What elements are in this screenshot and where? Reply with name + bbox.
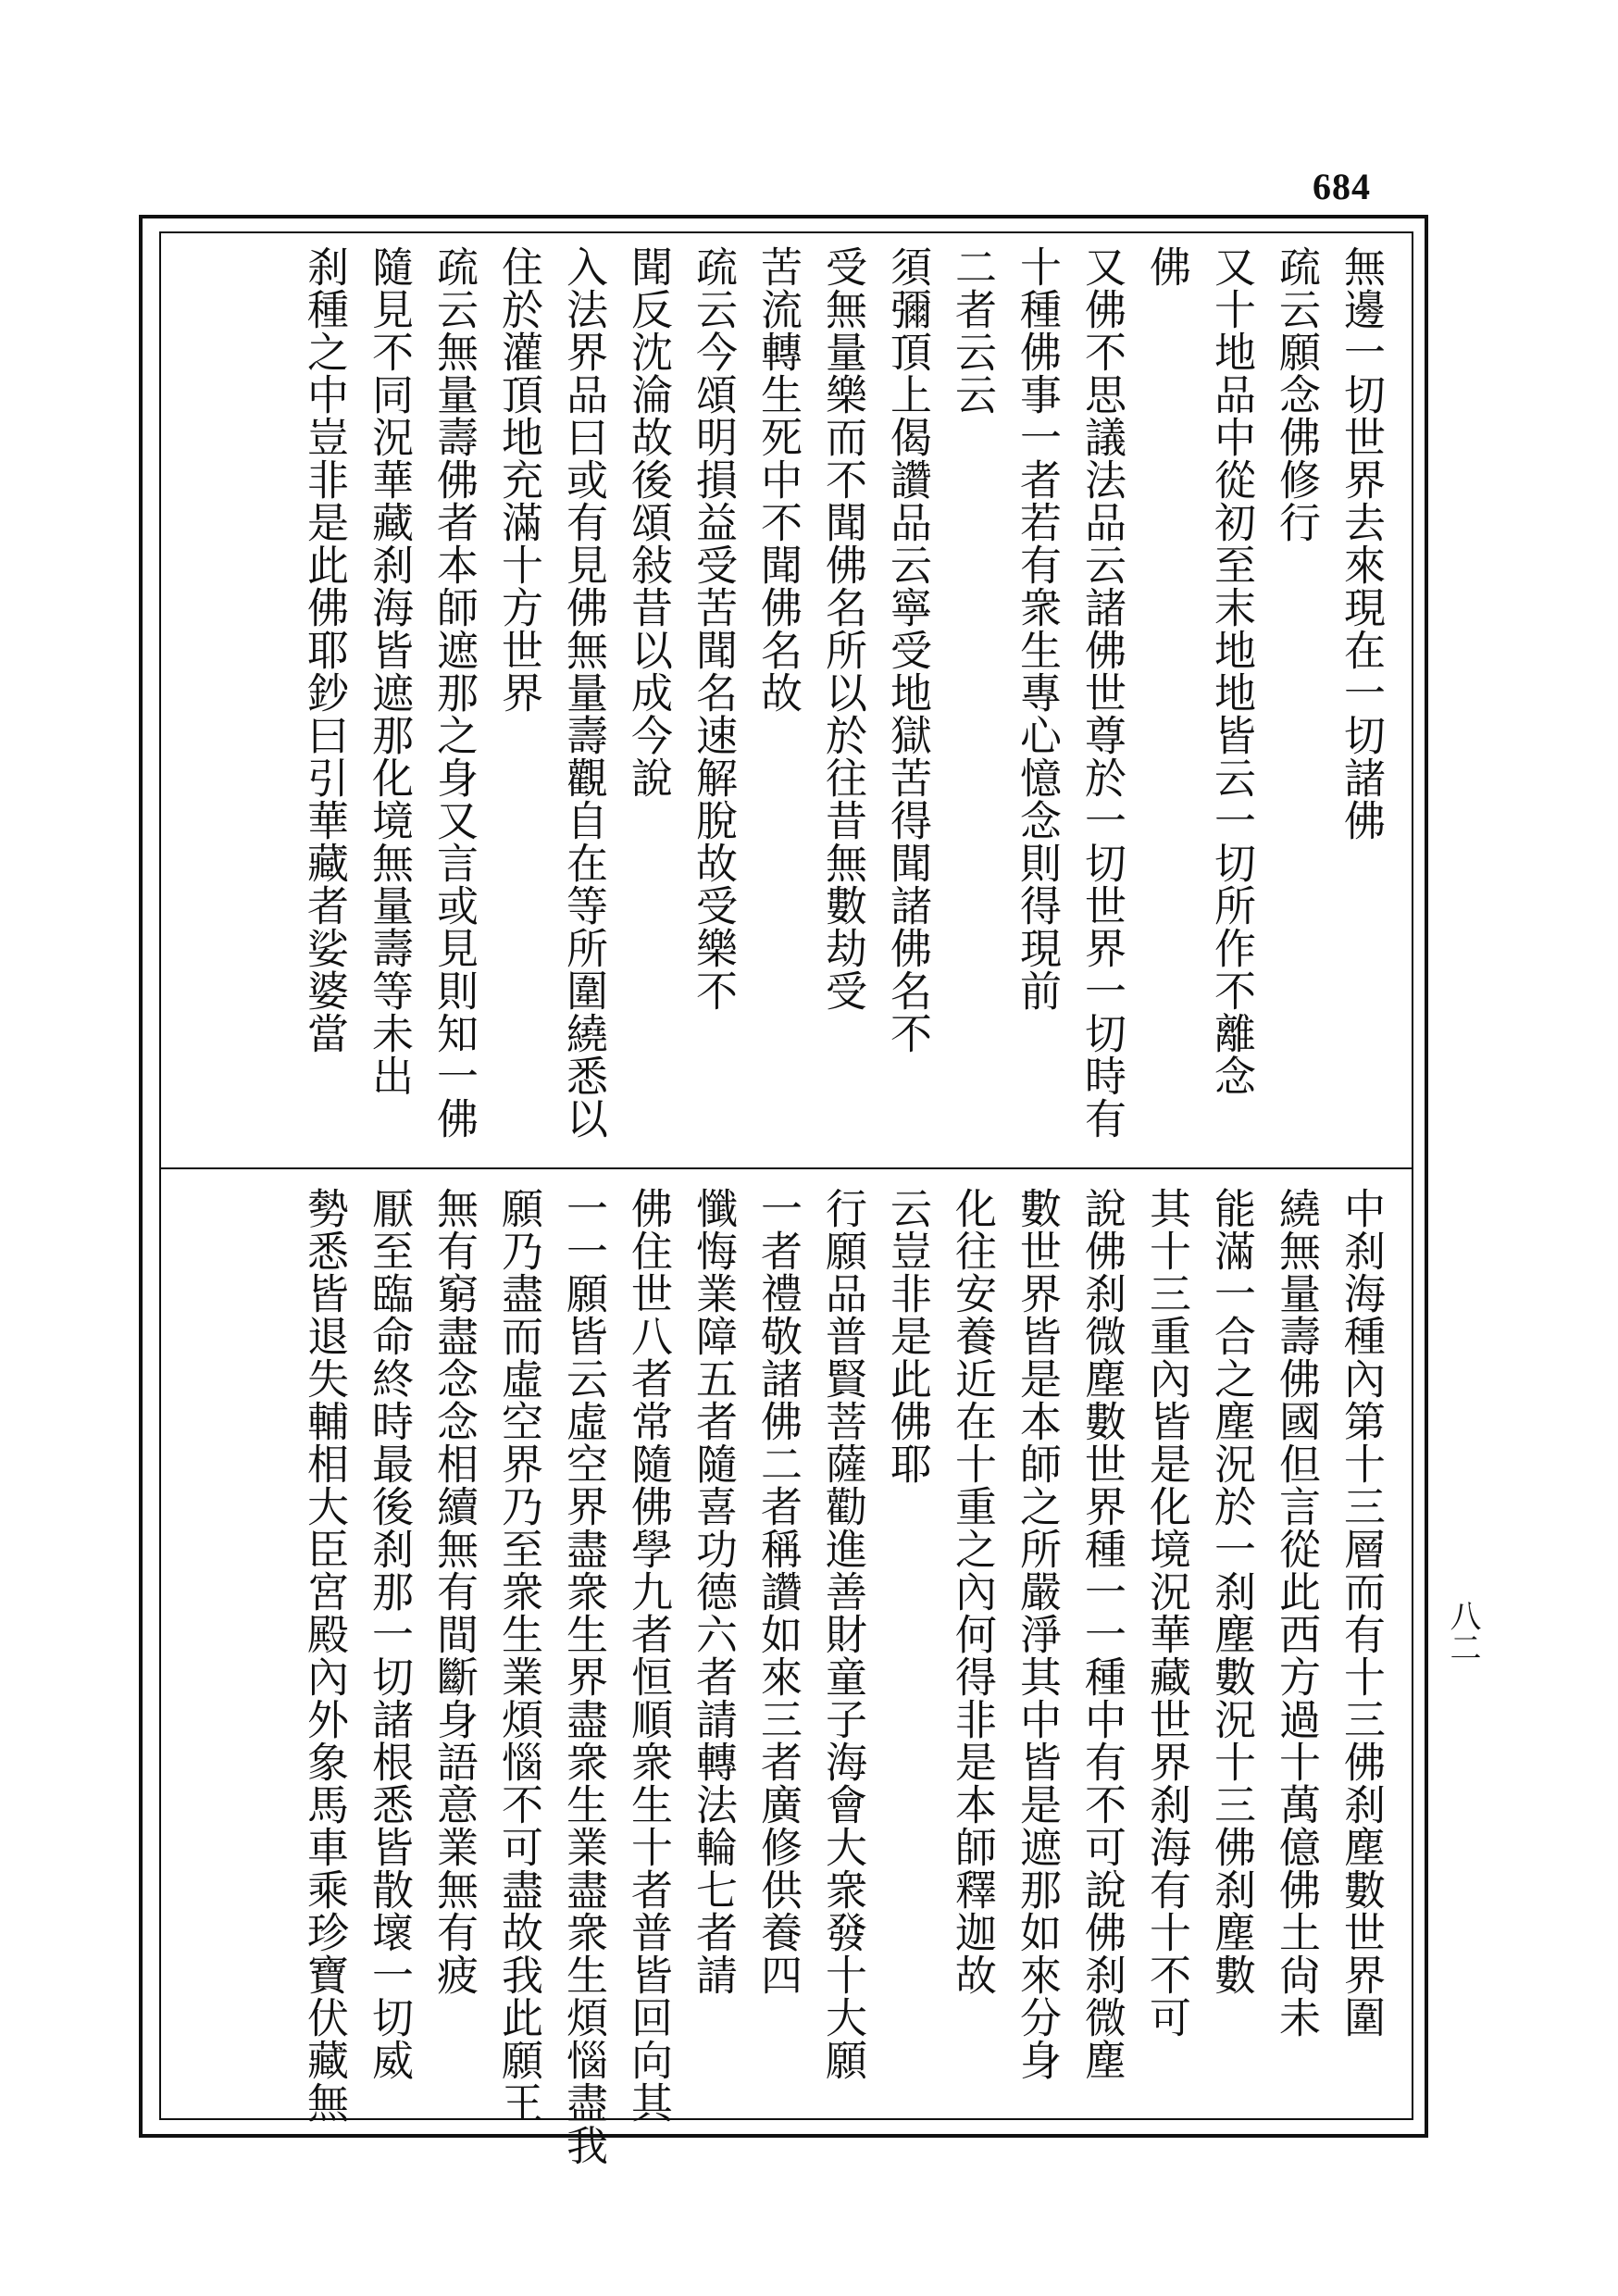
text-column: 化往安養近在十重之內何得非是本師釋迦故 — [948, 1187, 997, 1996]
text-column: 數世界皆是本師之所嚴淨其中皆是遮那如來分身 — [1013, 1187, 1062, 2081]
text-column: 一一願皆云虛空界盡衆生界盡衆生業盡衆生煩惱盡我 — [559, 1187, 608, 2166]
text-column: 入法界品曰或有見佛無量壽觀自在等所圍繞悉以 — [559, 245, 608, 1140]
side-page-number: 八二 — [1444, 1600, 1481, 1663]
text-column: 佛 — [1142, 245, 1191, 288]
text-column: 厭至臨命終時最後刹那一切諸根悉皆散壞一切威 — [365, 1187, 414, 2081]
text-column: 二者云云 — [948, 245, 997, 416]
text-column: 行願品普賢菩薩勸進善財童子海會大衆發十大願 — [818, 1187, 867, 2081]
section-divider — [159, 1167, 1413, 1169]
text-column: 苦流轉生死中不聞佛名故 — [753, 245, 803, 714]
text-column: 說佛刹微塵數世界種一一種中有不可說佛刹微塵 — [1077, 1187, 1126, 2081]
text-column: 無邊一切世界去來現在一切諸佛 — [1337, 245, 1386, 842]
page-number: 684 — [1313, 166, 1371, 207]
text-column: 能滿一合之塵況於一刹塵數況十三佛刹塵數 — [1207, 1187, 1256, 1996]
text-column: 云豈非是此佛耶 — [883, 1187, 932, 1485]
text-column: 無有窮盡念念相續無有間斷身語意業無有疲 — [429, 1187, 479, 1996]
text-column: 勢悉皆退失輔相大臣宮殿內外象馬車乘珍寶伏藏無 — [300, 1187, 349, 2124]
text-column: 疏云無量壽佛者本師遮那之身又言或見則知一佛 — [429, 245, 479, 1140]
text-column: 又十地品中從初至末地地皆云一切所作不離念 — [1207, 245, 1256, 1097]
text-column: 隨見不同況華藏刹海皆遮那化境無量壽等未出 — [365, 245, 414, 1097]
text-column: 受無量樂而不聞佛名所以於往昔無數劫受 — [818, 245, 867, 1012]
text-column: 疏云今頌明損益受苦聞名速解脫故受樂不 — [689, 245, 738, 1012]
text-column: 疏云願念佛修行 — [1272, 245, 1321, 543]
text-column: 又佛不思議法品云諸佛世尊於一切世界一切時有 — [1077, 245, 1126, 1140]
text-column: 刹種之中豈非是此佛耶鈔曰引華藏者娑婆當 — [300, 245, 349, 1054]
text-column: 住於灌頂地充滿十方世界 — [494, 245, 543, 714]
text-column: 其十三重內皆是化境況華藏世界刹海有十不可 — [1142, 1187, 1191, 2039]
text-column: 十種佛事一者若有衆生專心憶念則得現前 — [1013, 245, 1062, 1012]
text-column: 願乃盡而虛空界乃至衆生業煩惱不可盡故我此願王 — [494, 1187, 543, 2124]
text-column: 須彌頂上偈讚品云寧受地獄苦得聞諸佛名不 — [883, 245, 932, 1054]
text-column: 懺悔業障五者隨喜功德六者請轉法輪七者請 — [689, 1187, 738, 1996]
text-column: 一者禮敬諸佛二者稱讚如來三者廣修供養四 — [753, 1187, 803, 1996]
text-column: 佛住世八者常隨佛學九者恒順衆生十者普皆回向其 — [624, 1187, 673, 2124]
text-column: 中刹海種內第十三層而有十三佛刹塵數世界圍 — [1337, 1187, 1386, 2039]
text-column: 聞反沈淪故後頌敍昔以成今說 — [624, 245, 673, 799]
text-column: 繞無量壽佛國但言從此西方過十萬億佛土尙未 — [1272, 1187, 1321, 2039]
